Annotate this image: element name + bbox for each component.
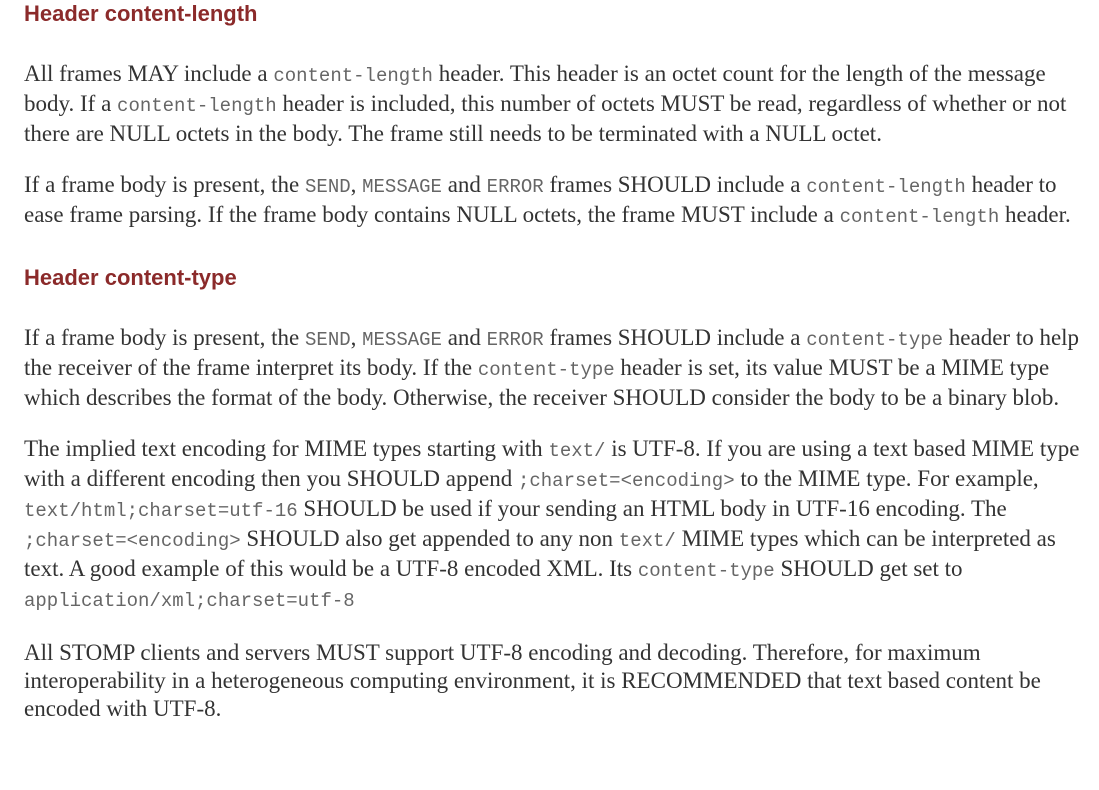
text-run: SHOULD be used if your sending an HTML body in UTF-16 encoding. The xyxy=(297,496,1007,521)
text-run: frames SHOULD include a xyxy=(543,172,807,197)
text-run: If a frame body is present, the xyxy=(24,325,306,350)
paragraph-content-type-2 xyxy=(24,435,1084,615)
inline-code: content-length xyxy=(806,176,966,198)
text-run: header is set, its value MUST be a MIME type which describes the format of the body. Otherwise, the receiver SHOULD consider the body to be a binary blob. xyxy=(24,355,1060,410)
inline-code: text/html;charset=utf-16 xyxy=(24,500,298,522)
text-run: header. This header is an octet count for the length of the message body. If a xyxy=(24,61,1046,116)
paragraph-content-type-3 xyxy=(24,639,1084,723)
inline-code: application/xml;charset=utf-8 xyxy=(24,590,355,612)
inline-code: content-type xyxy=(806,329,944,351)
paragraph-content-length-2 xyxy=(24,171,1084,231)
text-run: All STOMP clients and servers MUST support UTF-8 encoding and decoding. Therefore, for maximum interoperability in a heterogeneous computing environment, it is RECOMMENDED that text based content be encoded with UTF-8. xyxy=(24,640,1041,721)
inline-code: ERROR xyxy=(486,329,544,351)
text-run: header is included, this number of octets MUST be read, regardless of whether or not there are NULL octets in the body. The frame still needs to be terminated with a NULL octet. xyxy=(24,91,1067,146)
inline-code: text/ xyxy=(548,440,606,462)
paragraph-content-type-1 xyxy=(24,324,1084,412)
text-run: to the MIME type. For example, xyxy=(734,466,1039,491)
text-run: is UTF-8. If you are using a text based MIME type with a different encoding then you SHOULD append xyxy=(24,436,1080,491)
inline-code: content-length xyxy=(117,95,277,117)
text-run: , xyxy=(350,172,363,197)
inline-code: SEND xyxy=(305,329,351,351)
text-run: header. xyxy=(999,202,1071,227)
inline-code: ;charset=<encoding> xyxy=(24,530,241,552)
inline-code: content-length xyxy=(839,206,1000,228)
text-run: If a frame body is present, the xyxy=(24,172,306,197)
inline-code: content-type xyxy=(477,359,615,381)
inline-code: ;charset=<encoding> xyxy=(517,470,735,492)
inline-code: ERROR xyxy=(486,176,544,198)
paragraph-content-length-1 xyxy=(24,60,1084,148)
text-run: SHOULD get set to xyxy=(774,556,963,581)
text-run: MIME types which can be interpreted as text. A good example of this would be a UTF-8 encoded XML. Its xyxy=(24,526,1056,581)
inline-code: content-length xyxy=(273,65,433,87)
text-run: The implied text encoding for MIME types starting with xyxy=(24,436,549,461)
text-run: and xyxy=(441,325,487,350)
inline-code: text/ xyxy=(618,530,676,552)
text-run: SHOULD also get appended to any non xyxy=(240,526,619,551)
section-heading-content-type: Header content-type xyxy=(24,265,237,290)
text-run: , xyxy=(350,325,363,350)
text-run: All frames MAY include a xyxy=(24,61,274,86)
inline-code: MESSAGE xyxy=(362,329,442,351)
section-heading-content-length: Header content-length xyxy=(24,1,258,26)
document-body xyxy=(24,0,1084,723)
inline-code: content-type xyxy=(637,560,775,582)
text-run: frames SHOULD include a xyxy=(543,325,807,350)
text-run: and xyxy=(441,172,487,197)
inline-code: SEND xyxy=(305,176,351,198)
inline-code: MESSAGE xyxy=(362,176,442,198)
text-run: header to help the receiver of the frame interpret its body. If the xyxy=(24,325,1080,380)
text-run: header to ease frame parsing. If the frame body contains NULL octets, the frame MUST include a xyxy=(24,172,1057,227)
